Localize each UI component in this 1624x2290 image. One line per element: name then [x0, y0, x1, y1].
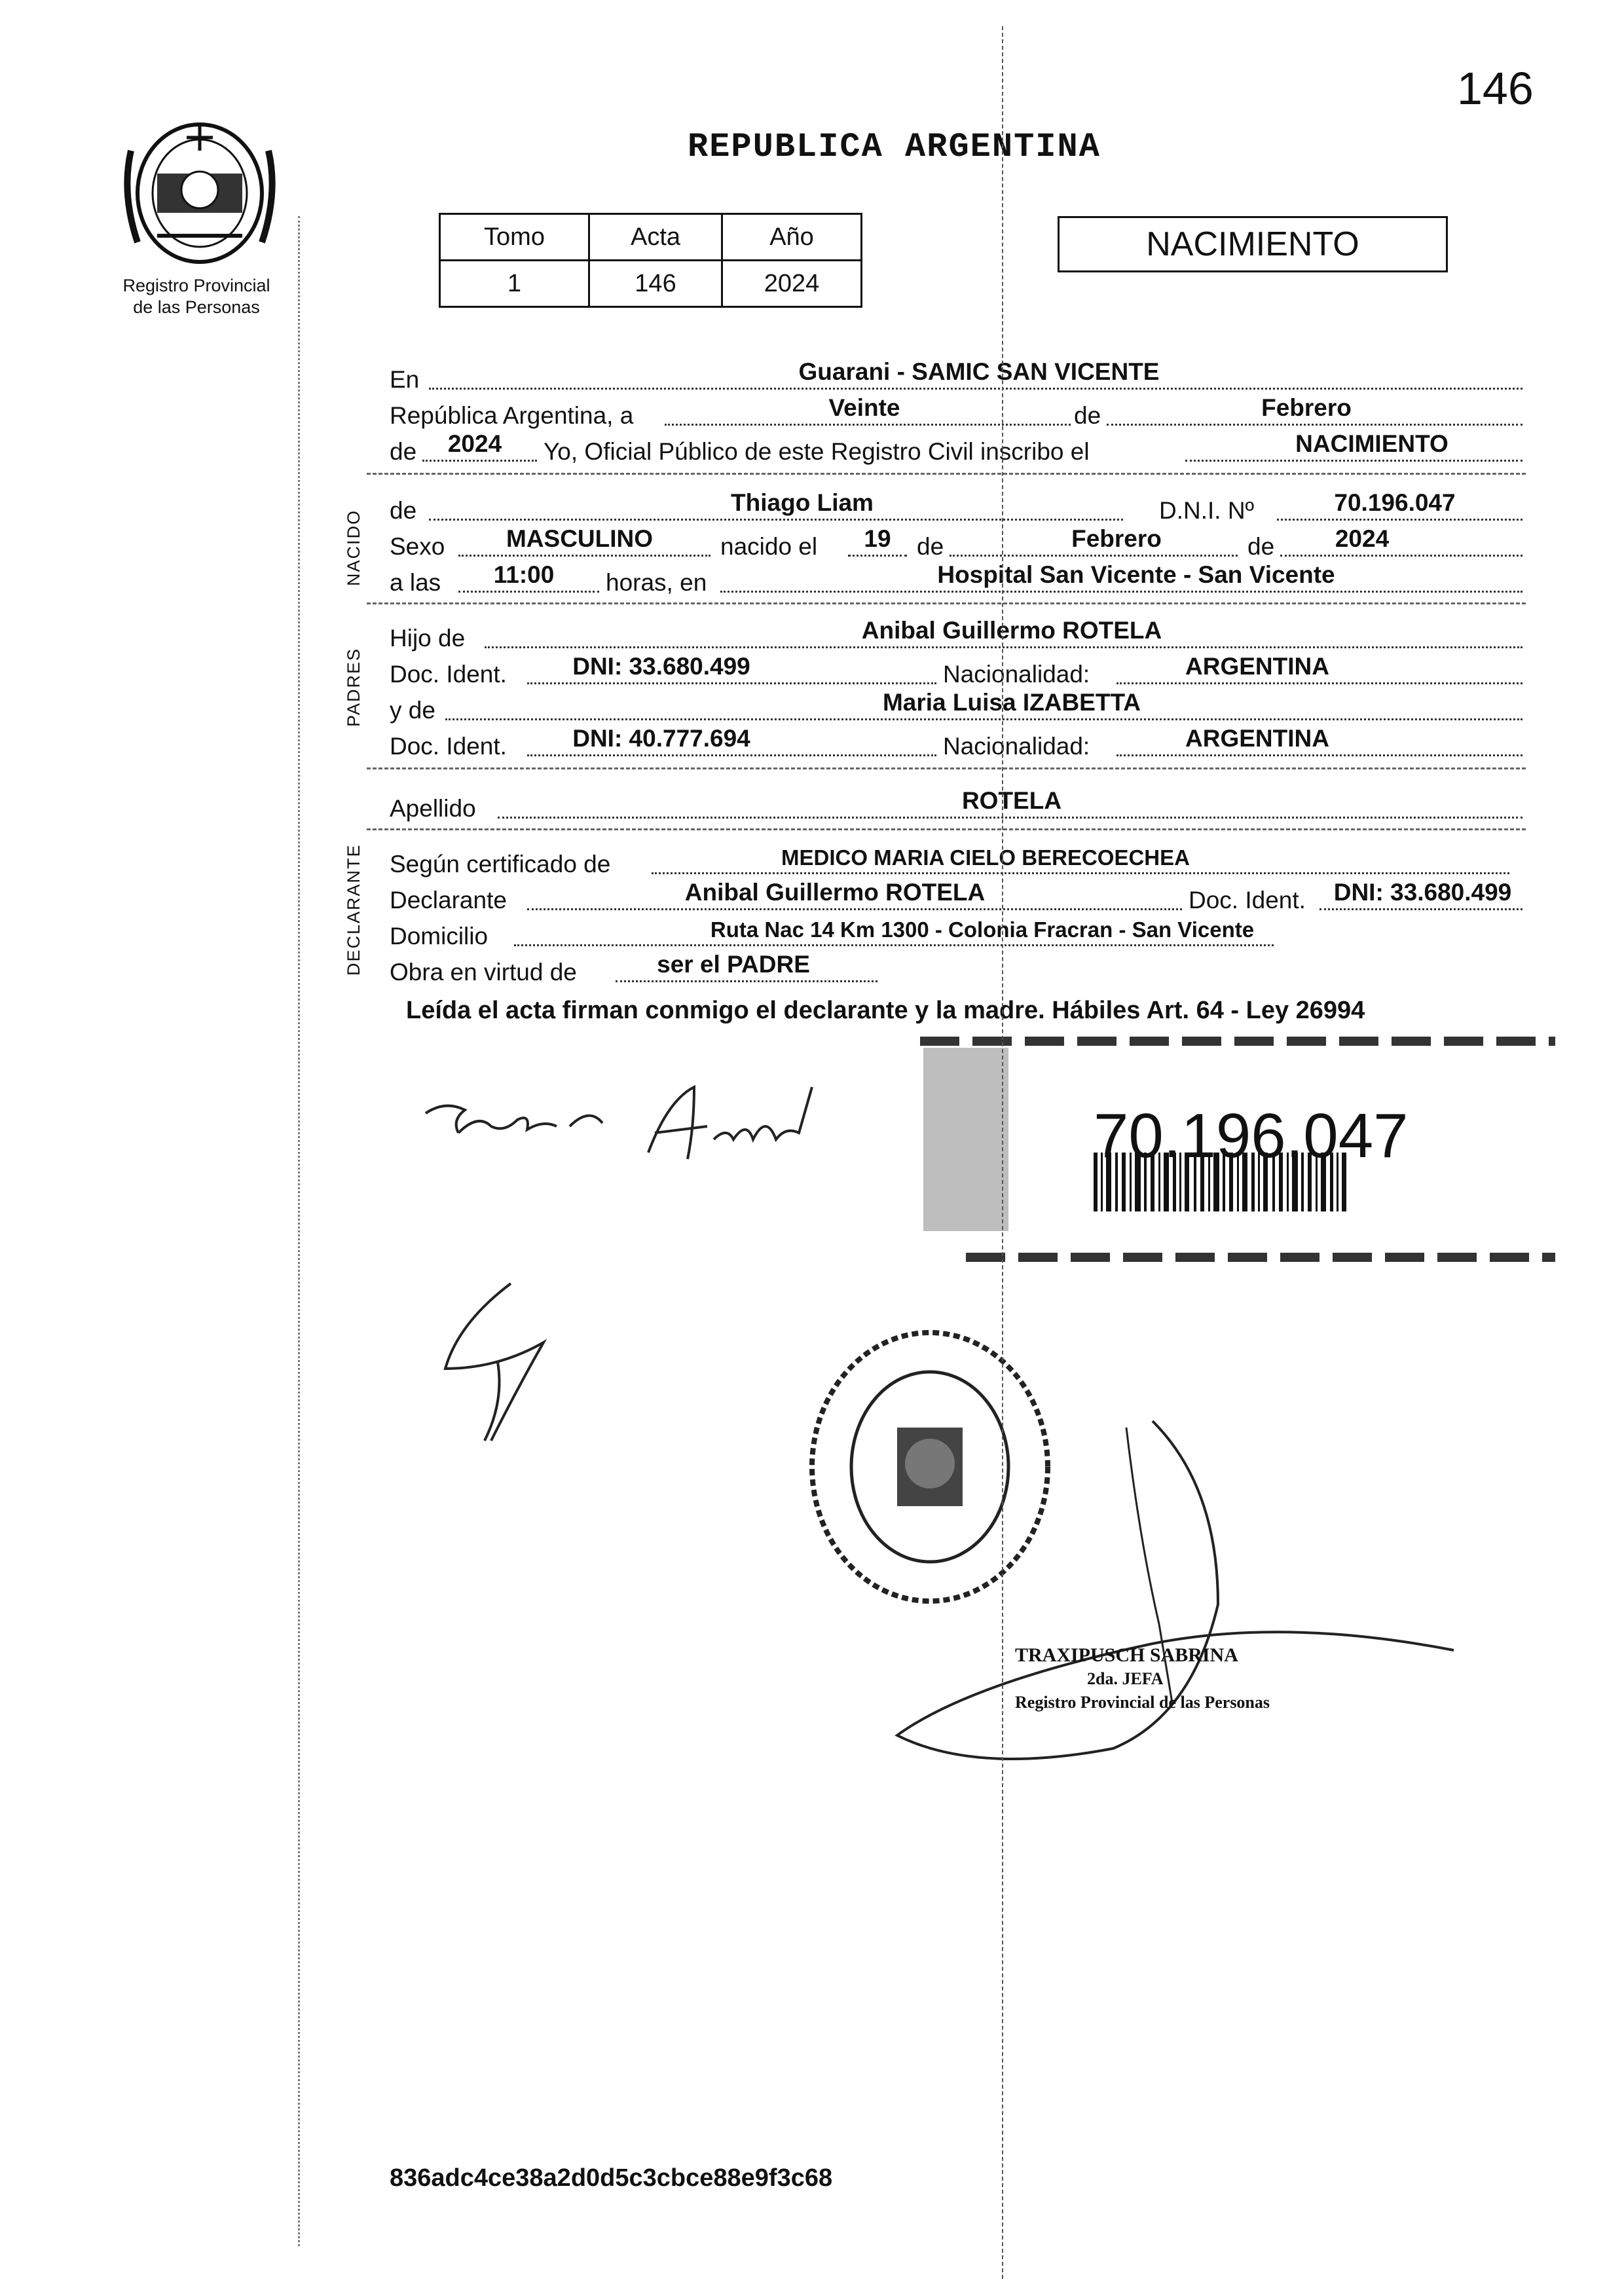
row-father-doc	[390, 652, 1522, 691]
section-label-declarante: DECLARANTE	[344, 843, 363, 976]
value-father-doc: DNI: 33.680.499	[572, 653, 750, 680]
row-date	[390, 393, 1522, 432]
label-declarante: Declarante	[390, 887, 507, 914]
value-acta: 146	[589, 261, 722, 307]
officer-registry: Registro Provincial de las Personas	[1015, 1693, 1270, 1712]
row-sex-birthdate	[390, 524, 1522, 563]
officer-initials-signature	[419, 1270, 576, 1454]
dotted-line	[1116, 754, 1522, 756]
label-nacionalidad: Nacionalidad:	[943, 733, 1090, 760]
label-dni: D.N.I. Nº	[1159, 497, 1255, 524]
document-hash: 836adc4ce38a2d0d5c3cbce88e9f3c68	[390, 2164, 833, 2192]
section-divider	[367, 473, 1526, 475]
value-mother-name: Maria Luisa IZABETTA	[882, 689, 1141, 716]
dotted-line	[950, 555, 1238, 557]
row-certificate	[390, 841, 1522, 881]
value-ano: 2024	[722, 261, 862, 307]
label-de: de	[390, 438, 417, 465]
dotted-line	[527, 908, 1182, 910]
row-time-place	[390, 560, 1522, 599]
value-birth-year: 2024	[1335, 525, 1390, 552]
dotted-line	[445, 718, 1522, 720]
row-mother-doc	[390, 724, 1522, 763]
province-coat-of-arms-icon	[118, 111, 282, 275]
dotted-line	[422, 460, 537, 462]
label-de: de	[917, 533, 944, 560]
row-declarant	[390, 877, 1522, 917]
value-day-words: Veinte	[828, 394, 900, 421]
dotted-line	[1116, 682, 1522, 684]
barcode-number: 70.196.047	[1094, 1101, 1409, 1171]
value-birth-month: Febrero	[1071, 525, 1162, 552]
dotted-line	[616, 980, 877, 982]
value-birth-day: 19	[864, 525, 891, 552]
label-yo-oficial: Yo, Oficial Público de este Registro Civil inscribo el	[544, 438, 1090, 465]
label-apellido: Apellido	[390, 795, 476, 822]
value-certificate-by: MEDICO MARIA CIELO BERECOECHEA	[781, 845, 1190, 870]
value-father-nationality: ARGENTINA	[1185, 653, 1329, 680]
label-domicilio: Domicilio	[390, 923, 489, 950]
section-divider	[367, 767, 1526, 769]
label-doc-ident: Doc. Ident.	[390, 661, 507, 688]
value-birth-time: 11:00	[493, 561, 555, 588]
label-y-de: y de	[390, 697, 435, 724]
value-tomo: 1	[440, 261, 589, 307]
value-child-dni: 70.196.047	[1334, 489, 1456, 516]
reference-table	[439, 213, 862, 308]
registry-line-1: Registro Provincial	[122, 276, 270, 295]
label-hijo-de: Hijo de	[390, 625, 466, 652]
label-de: de	[390, 497, 417, 524]
registry-caption	[98, 275, 295, 318]
value-address: Ruta Nac 14 Km 1300 - Colonia Fracran - San Vicente	[710, 917, 1255, 942]
value-place: Guarani - SAMIC SAN VICENTE	[798, 358, 1160, 385]
label-a-las: a las	[390, 569, 441, 596]
section-label-nacido: NACIDO	[344, 509, 363, 586]
section-divider	[367, 602, 1526, 604]
fold-line	[1002, 26, 1003, 2279]
dotted-line	[514, 944, 1274, 946]
dotted-line	[429, 519, 1123, 521]
section-label-padres: PADRES	[344, 647, 363, 727]
closing-statement: Leída el acta firman conmigo el declarante y la madre. Hábiles Art. 64 - Ley 26994	[406, 997, 1365, 1024]
header-ano: Año	[722, 214, 862, 261]
value-sex: MASCULINO	[506, 525, 654, 552]
label-de: de	[1247, 533, 1275, 560]
row-father-name	[390, 616, 1522, 655]
label-obra-virtud: Obra en virtud de	[390, 959, 577, 986]
dotted-line	[1280, 555, 1522, 557]
dotted-line	[652, 872, 1509, 874]
row-mother-name	[390, 688, 1522, 727]
officer-position: 2da. JEFA	[1087, 1669, 1164, 1688]
label-sexo: Sexo	[390, 533, 445, 560]
label-doc-ident: Doc. Ident.	[1189, 887, 1306, 914]
value-declarant-name: Anibal Guillermo ROTELA	[684, 879, 986, 906]
value-mother-doc: DNI: 40.777.694	[572, 725, 750, 752]
section-divider	[367, 828, 1526, 830]
act-type-box: NACIMIENTO	[1058, 216, 1448, 272]
label-horas-en: horas, en	[606, 569, 707, 596]
officer-signature-loop	[877, 1408, 1467, 1775]
value-month: Febrero	[1261, 394, 1352, 421]
margin-line	[298, 216, 300, 2246]
dotted-line	[1320, 908, 1522, 910]
declarant-signature	[419, 1074, 825, 1172]
officer-stamp	[1015, 1644, 1270, 1714]
label-de: de	[1074, 402, 1101, 429]
dotted-line	[1277, 519, 1522, 521]
page-number: 146	[1457, 63, 1534, 114]
row-year-act	[390, 429, 1522, 468]
dotted-line	[498, 817, 1522, 819]
label-en: En	[390, 366, 420, 393]
header-acta: Acta	[589, 214, 722, 261]
officer-name: TRAXIPUSCH SABRINA	[1015, 1644, 1238, 1666]
dotted-line	[1185, 460, 1522, 462]
reference-table-value-row	[440, 261, 862, 307]
label-nacionalidad: Nacionalidad:	[943, 661, 1090, 688]
row-by-virtue	[390, 950, 1522, 989]
registry-line-2: de las Personas	[133, 297, 260, 317]
dotted-line	[485, 646, 1522, 648]
label-doc-ident: Doc. Ident.	[390, 733, 507, 760]
header-tomo: Tomo	[440, 214, 589, 261]
value-act: NACIMIENTO	[1295, 430, 1449, 457]
label-segun-cert: Según certificado de	[390, 851, 611, 877]
row-address	[390, 914, 1522, 953]
dotted-line	[429, 388, 1522, 390]
value-father-name: Anibal Guillermo ROTELA	[861, 617, 1162, 644]
dotted-line	[458, 591, 599, 593]
country-title: REPUBLICA ARGENTINA	[688, 128, 1101, 166]
row-place	[390, 357, 1522, 396]
dotted-line	[720, 591, 1522, 593]
label-republica: República Argentina, a	[390, 402, 634, 429]
value-birth-place: Hospital San Vicente - San Vicente	[937, 561, 1335, 588]
row-child-name	[390, 488, 1522, 527]
value-mother-nationality: ARGENTINA	[1185, 725, 1329, 752]
value-surname: ROTELA	[961, 787, 1062, 814]
value-declarant-doc: DNI: 33.680.499	[1333, 879, 1512, 906]
value-child-name: Thiago Liam	[731, 489, 874, 516]
dotted-line	[848, 555, 907, 557]
dotted-line	[527, 682, 936, 684]
value-by-virtue: ser el PADRE	[657, 951, 810, 978]
label-nacido-el: nacido el	[720, 533, 818, 560]
row-surname	[390, 786, 1522, 825]
reference-table-header-row	[440, 214, 862, 261]
dotted-line	[527, 754, 936, 756]
dotted-line	[1107, 424, 1522, 426]
value-year: 2024	[447, 430, 502, 457]
dotted-line	[665, 424, 1071, 426]
dotted-line	[458, 555, 710, 557]
